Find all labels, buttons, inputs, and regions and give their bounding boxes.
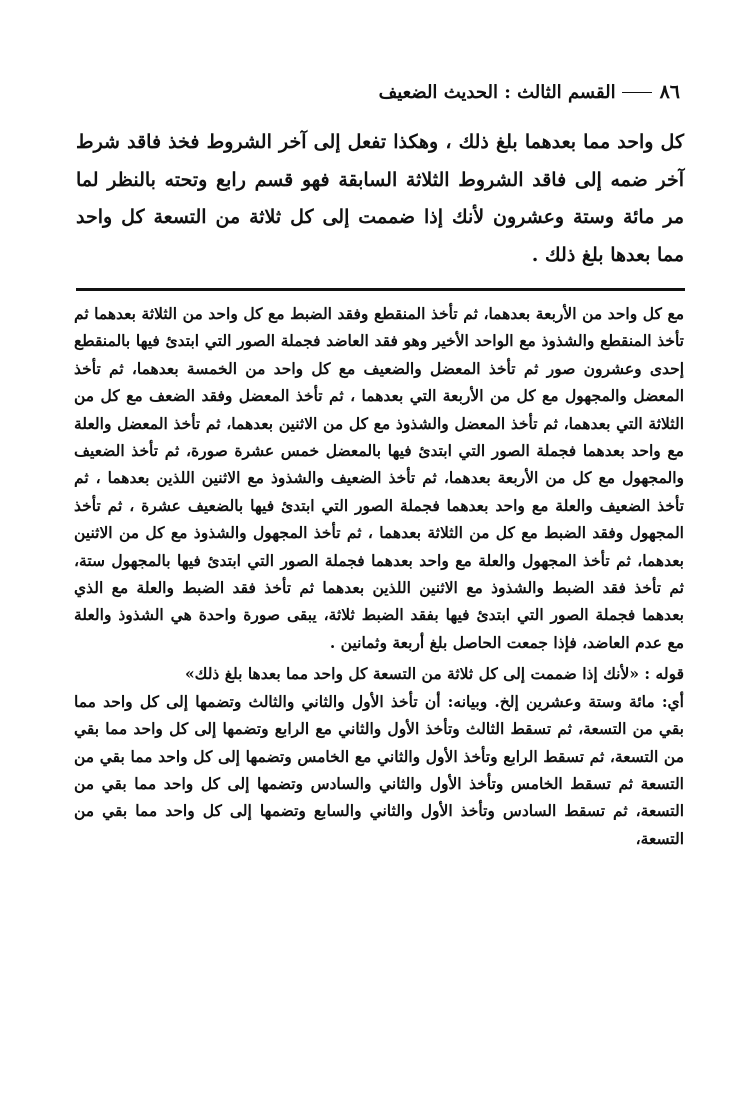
commentary-quote	[74, 660, 684, 687]
quote-label: قوله :	[644, 664, 684, 684]
commentary-paragraph-2: أي: مائة وستة وعشرين إلخ. وبيانه: أن تأخذ الأول والثاني والثالث وتضمها إلى كل واحد مما بقي من التسعة، ثم تسقط الثالث وتأخذ الأول والثاني مع الرابع وتضمها إلى كل واحد مما بقي من التسعة، ثم تسقط الرابع وتأخذ الأول والثاني مع الخامس وتضمها إلى كل واحد مما بقي من التسعة ثم تسقط الخامس وتأخذ الأول والثاني والسادس وتضمها إلى كل واحد مما بقي من التسعة، ثم تسقط السادس وتأخذ الأول والثاني والسابع وتضمها إلى كل واحد مما بقي من التسعة،	[74, 691, 684, 848]
footnote-separator	[76, 288, 685, 291]
quote-text: «لأنك إذا ضممت إلى كل ثلاثة من التسعة كل واحد مما بعدها بلغ ذلك»	[184, 664, 640, 684]
header-rule	[622, 92, 652, 93]
commentary	[74, 300, 684, 852]
running-title: القسم الثالث : الحديث الضعيف	[378, 81, 616, 103]
page-number: ٨٦	[659, 81, 680, 103]
commentary-paragraph-1: مع كل واحد من الأربعة بعدهما، ثم تأخذ المنقطع وفقد الضبط مع كل واحد من الثلاثة بعدهما ثم تأخذ المنقطع والشذوذ مع الواحد الأخير وهو فقد العاضد فجملة الصور التي ابتدئ فيها بالمنقطع إحدى وعشرون صور ثم تأخذ المعضل والضعيف مع كل واحد من الخمسة بعدهما، ثم تأخذ المعضل والمجهول مع كل من الأربعة التي بعدهما ، ثم تأخذ المعضل وفقد الضعف مع كل من الثلاثة التي بعدهما، ثم تأخذ المعضل والشذوذ مع كل من الاثنين بعدهما، ثم تأخذ المعضل والعلة مع واحد بعدهما فجملة الصور التي ابتدئ فيها بالمعضل خمس عشرة صورة، ثم تأخذ الضعيف والمجهول مع كل من الأربعة بعدهما، ثم تأخذ الضعيف والشذوذ مع الاثنين اللذين بعدهما ، ثم تأخذ الضعيف والعلة مع واحد بعدهما فجملة الصور التي ابتدئ فيها بالضعيف عشرة ، ثم تأخذ المجهول وفقد الضبط مع كل من الثلاثة بعدهما ، ثم تأخذ المجهول والشذوذ مع كل من الاثنين بعدهما، ثم تأخذ المجهول والعلة مع واحد بعدهما فجملة الصور التي ابتدئ فيها بالمجهول ستة، ثم تأخذ فقد الضبط والشذوذ مع الاثنين اللذين بعدهما ثم تأخذ فقد الضبط والعلة مع الذي بعدهما فجملة الصور التي ابتدئ فيها بفقد الضبط ثلاثة، يبقى صورة واحدة هي الشذوذ والعلة مع عدم العاضد، فإذا جمعت الحاصل بلغ أربعة وثمانين .	[74, 304, 684, 652]
main-text: كل واحد مما بعدهما بلغ ذلك ، وهكذا تفعل إلى آخر الشروط فخذ فاقد شرط آخر ضمه إلى فاقد الشروط الثلاثة السابقة فهو قسم رابع وتحته بالنظر لما مر مائة وستة وعشرون لأنك إذا ضممت إلى كل ثلاثة من التسعة كل واحد مما بعدها بلغ ذلك .	[76, 131, 684, 266]
page-header	[76, 78, 680, 106]
